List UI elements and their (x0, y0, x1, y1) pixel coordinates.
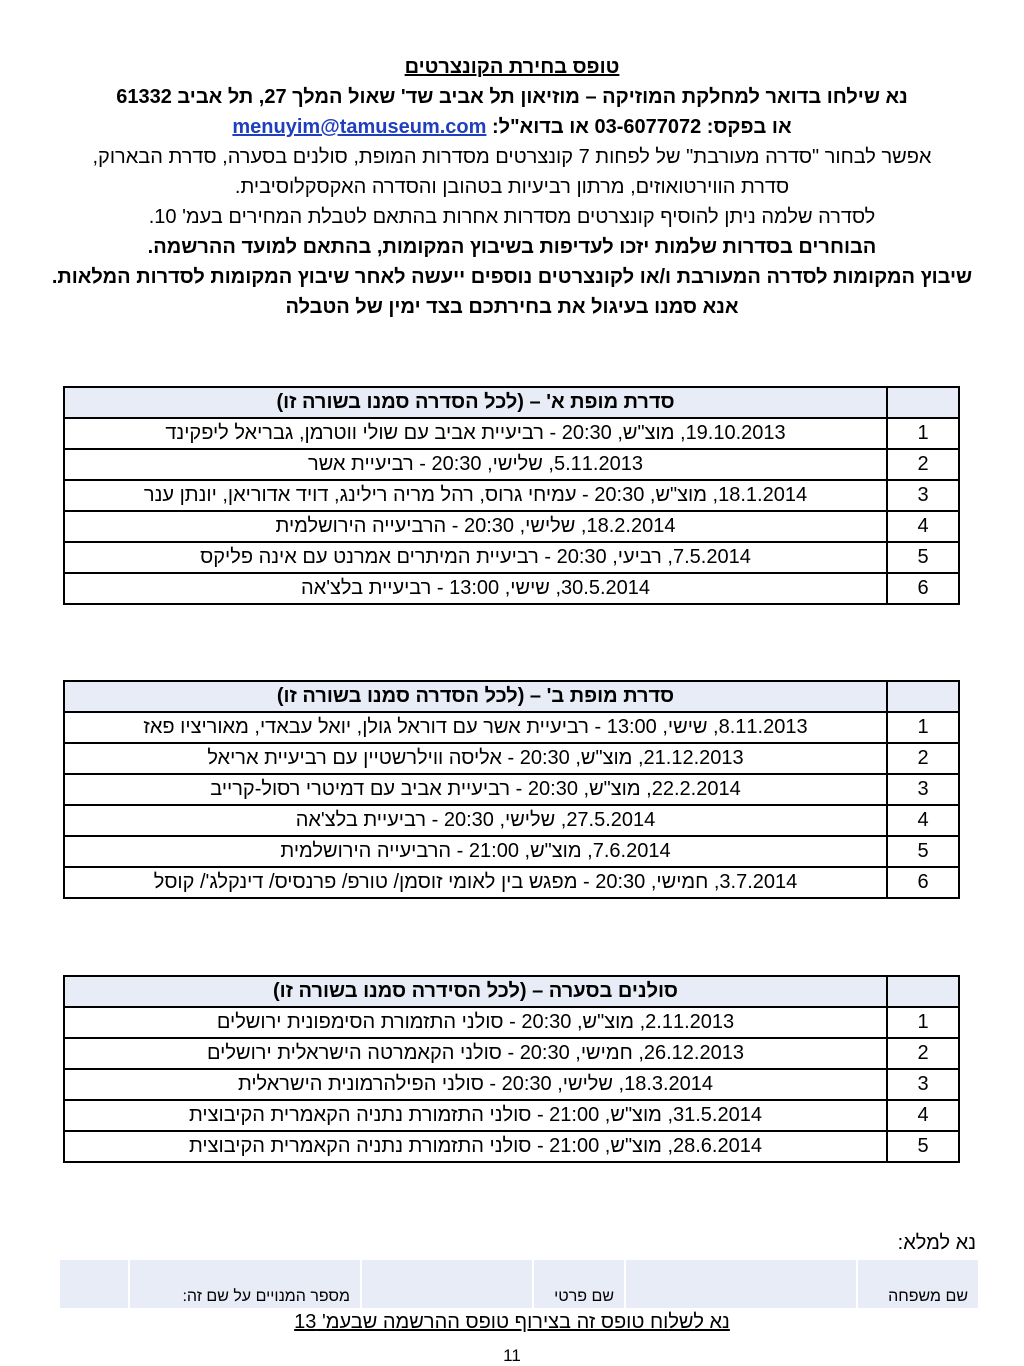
concert-row[interactable] (64, 449, 959, 480)
subscriber-form (58, 1260, 978, 1308)
fax-prefix: או בפקס: 03-6077072 או בדוא"ל: (491, 116, 792, 138)
intro-line-1: אפשר לבחור "סדרה מעורבת" של לפחות 7 קונצרטים מסדרות המופת, סולנים בסערה, סדרת הבארוק, (92, 146, 932, 168)
row-number[interactable]: 2 (887, 449, 959, 480)
concert-text: 7.6.2014, מוצ"ש, 21:00 - הרביעייה הירושלמית (64, 836, 887, 867)
concert-row[interactable] (64, 418, 959, 449)
select-cell[interactable] (887, 681, 959, 712)
row-number[interactable]: 3 (887, 480, 959, 511)
row-number[interactable]: 5 (887, 1131, 959, 1162)
series-header: סדרת מופת א' – (לכל הסדרה סמנו בשורה זו) (64, 387, 887, 418)
concert-row[interactable] (64, 480, 959, 511)
concert-row[interactable] (64, 1007, 959, 1038)
concert-row[interactable] (64, 1069, 959, 1100)
row-number[interactable]: 4 (887, 511, 959, 542)
row-number[interactable]: 5 (887, 836, 959, 867)
row-number[interactable]: 6 (887, 867, 959, 898)
concert-text: 2.11.2013, מוצ"ש, 20:30 - סולני התזמורת הסימפונית ירושלים (64, 1007, 887, 1038)
concert-row[interactable] (64, 867, 959, 898)
concert-row[interactable] (64, 511, 959, 542)
intro-line-2: סדרת הווירטואוזים, מרתון רביעיות בטהובן והסדרה האקסקלוסיבית. (234, 176, 790, 198)
intro-line-6: אנא סמנו בעיגול את בחירתכם בצד ימין של הטבלה (285, 296, 739, 318)
row-number[interactable]: 3 (887, 1069, 959, 1100)
concert-text: 18.2.2014, שלישי, 20:30 - הרביעייה הירושלמית (64, 511, 887, 542)
select-cell[interactable] (887, 387, 959, 418)
subscriber-count-field[interactable] (59, 1260, 129, 1308)
concert-text: 30.5.2014, שישי, 13:00 - רביעיית בלצ'אה (64, 573, 887, 604)
row-number[interactable]: 4 (887, 805, 959, 836)
subscriber-count-label: מספר המנויים על שם זה: (129, 1260, 361, 1308)
concert-text: 21.12.2013, מוצ"ש, 20:30 - אליסה ווילרשטיין עם רביעיית אריאל (64, 743, 887, 774)
concert-row[interactable] (64, 1038, 959, 1069)
row-number[interactable]: 3 (887, 774, 959, 805)
series-table-mofet-b (63, 680, 960, 899)
fill-in-label: נא למלא: (897, 1232, 976, 1254)
row-number[interactable]: 5 (887, 542, 959, 573)
concert-text: 22.2.2014, מוצ"ש, 20:30 - רביעיית אביב עם דמיטרי רסול-קרייב (64, 774, 887, 805)
concert-text: 26.12.2013, חמישי, 20:30 - סולני הקאמרטה הישראלית ירושלים (64, 1038, 887, 1069)
row-number[interactable]: 6 (887, 573, 959, 604)
row-number[interactable]: 1 (887, 1007, 959, 1038)
first-name-field[interactable] (361, 1260, 533, 1308)
row-number[interactable]: 1 (887, 712, 959, 743)
row-number[interactable]: 4 (887, 1100, 959, 1131)
mail-address-line: נא שילחו בדואר למחלקת המוזיקה – מוזיאון תל אביב שד' שאול המלך 27, תל אביב 61332 (116, 86, 908, 108)
intro-block (20, 52, 1004, 322)
concert-row[interactable] (64, 712, 959, 743)
intro-line-5: שיבוץ המקומות לסדרה המעורבת ו/או לקונצרטים נוספים ייעשה לאחר שיבוץ המקומות לסדרות המלאות. (51, 266, 973, 288)
email-link[interactable]: menuyim@tamuseum.com (232, 116, 487, 138)
concert-row[interactable] (64, 774, 959, 805)
concert-row[interactable] (64, 836, 959, 867)
series-header-row[interactable] (64, 387, 959, 418)
row-number[interactable]: 2 (887, 1038, 959, 1069)
last-name-field[interactable] (625, 1260, 857, 1308)
concert-row[interactable] (64, 573, 959, 604)
row-number[interactable]: 1 (887, 418, 959, 449)
concert-row[interactable] (64, 805, 959, 836)
concert-text: 27.5.2014, שלישי, 20:30 - רביעיית בלצ'אה (64, 805, 887, 836)
concert-row[interactable] (64, 542, 959, 573)
concert-text: 3.7.2014, חמישי, 20:30 - מפגש בין לאומי זוסמן/ טורפ/ פרנסיס/ דינקלג'/ קוסל (64, 867, 887, 898)
series-header: סולנים בסערה – (לכל הסידרה סמנו בשורה זו) (64, 976, 887, 1007)
series-table-mofet-a (63, 386, 960, 605)
concert-text: 5.11.2013, שלישי, 20:30 - רביעיית אשר (64, 449, 887, 480)
form-title: טופס בחירת הקונצרטים (404, 56, 620, 78)
concert-row[interactable] (64, 1131, 959, 1162)
concert-text: 31.5.2014, מוצ"ש, 21:00 - סולני התזמורת נתניה הקאמרית הקיבוצית (64, 1100, 887, 1131)
concert-row[interactable] (64, 743, 959, 774)
series-header-row[interactable] (64, 681, 959, 712)
concert-text: 18.3.2014, שלישי, 20:30 - סולני הפילהרמונית הישראלית (64, 1069, 887, 1100)
intro-line-3: לסדרה שלמה ניתן להוסיף קונצרטים מסדרות אחרות בהתאם לטבלת המחירים בעמ' 10. (148, 206, 876, 228)
concert-text: 28.6.2014, מוצ"ש, 21:00 - סולני התזמורת נתניה הקאמרית הקיבוצית (64, 1131, 887, 1162)
fax-email-line (20, 112, 1004, 142)
last-name-label: שם משפחה (857, 1260, 978, 1308)
select-cell[interactable] (887, 976, 959, 1007)
series-header: סדרת מופת ב' – (לכל הסדרה סמנו בשורה זו) (64, 681, 887, 712)
concert-text: 18.1.2014, מוצ"ש, 20:30 - עמיחי גרוס, רהל מריה רילינג, דויד אדוריאן, יונתן ענר (64, 480, 887, 511)
first-name-label: שם פרטי (533, 1260, 625, 1308)
concert-text: 19.10.2013, מוצ"ש, 20:30 - רביעיית אביב עם שולי ווטרמן, גבריאל ליפקינד (64, 418, 887, 449)
concert-text: 8.11.2013, שישי, 13:00 - רביעיית אשר עם דוראל גולן, יואל עבאדי, מאוריציו פאז (64, 712, 887, 743)
series-table-soloists (63, 975, 960, 1163)
row-number[interactable]: 2 (887, 743, 959, 774)
page-number: 11 (503, 1346, 521, 1365)
footer-note: נא לשלוח טופס זה בצירוף טופס ההרשמה שבעמ' 13 (294, 1311, 730, 1333)
intro-line-4: הבוחרים בסדרות שלמות יזכו לעדיפות בשיבוץ המקומות, בהתאם למועד ההרשמה. (147, 236, 877, 258)
concert-text: 7.5.2014, רביעי, 20:30 - רביעיית המיתרים אמרנט עם אינה פליקס (64, 542, 887, 573)
series-header-row[interactable] (64, 976, 959, 1007)
concert-row[interactable] (64, 1100, 959, 1131)
